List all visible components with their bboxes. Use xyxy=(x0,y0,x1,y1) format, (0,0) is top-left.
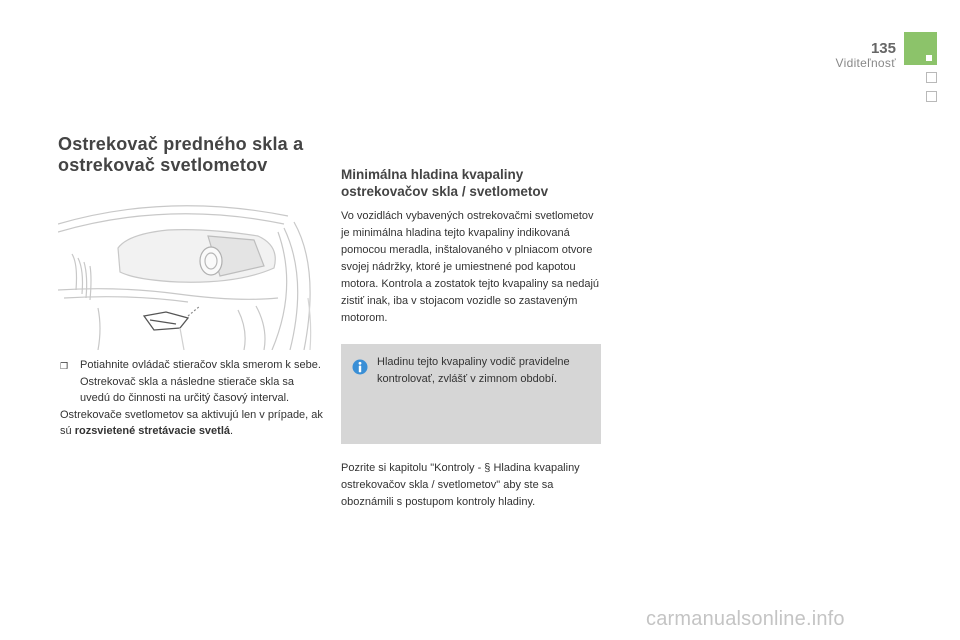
instruction-item xyxy=(60,357,324,407)
section-subtitle: Minimálna hladina kvapaliny ostrekovačov skla / svetlometov xyxy=(341,167,549,199)
section-name: Viditeľnosť xyxy=(835,56,896,70)
section-tab-next[interactable] xyxy=(926,72,937,83)
watermark: carmanualsonline.info xyxy=(646,608,845,630)
footer-paragraph: Pozrite si kapitolu "Kontroly - § Hladina kvapaliny ostrekovačov skla / svetlometov" aby ste sa oboznámili s postupom kontroly hladiny. xyxy=(341,462,580,508)
info-box xyxy=(341,344,601,444)
note-paragraph xyxy=(60,407,324,440)
info-text: Hladinu tejto kvapaliny vodič pravidelne kontrolovať, zvlášť v zimnom období. xyxy=(377,356,570,385)
checkbox-bullet-icon: ❒ xyxy=(60,361,69,371)
main-title: Ostrekovač predného skla a ostrekovač svetlometov xyxy=(58,134,304,175)
page-number: 135 xyxy=(870,40,896,57)
note-end: . xyxy=(230,425,234,437)
section-tab-following[interactable] xyxy=(926,91,937,102)
body-paragraph: Vo vozidlách vybavených ostrekovačmi svetlometov je minimálna hladina tejto kvapaliny indikovaná pomocou meradla, inštalovaného v plniacom otvore svojej nádržky, ktoré je umiestnené pod kapotou motora. Kontrola a zostatok tejto kvapaliny sa nedajú zistiť inak, iba v stojacom vozidle so zastaveným motorom. xyxy=(341,210,600,324)
info-icon xyxy=(352,359,368,375)
tab-marker xyxy=(926,55,932,61)
instruction-text: Potiahnite ovládač stieračov skla smerom k sebe. Ostrekovač skla a následne stierače skla sa uvedú do činnosti na určitý časový interval. xyxy=(80,359,321,404)
note-bold-text: rozsvietené stretávacie svetlá xyxy=(74,425,231,437)
left-text-block xyxy=(60,357,324,440)
section-tab-active[interactable] xyxy=(904,32,937,65)
note-text: Ostrekovače svetlometov sa aktivujú len v prípade, ak sú xyxy=(60,408,323,437)
headlamp-illustration xyxy=(58,198,322,350)
